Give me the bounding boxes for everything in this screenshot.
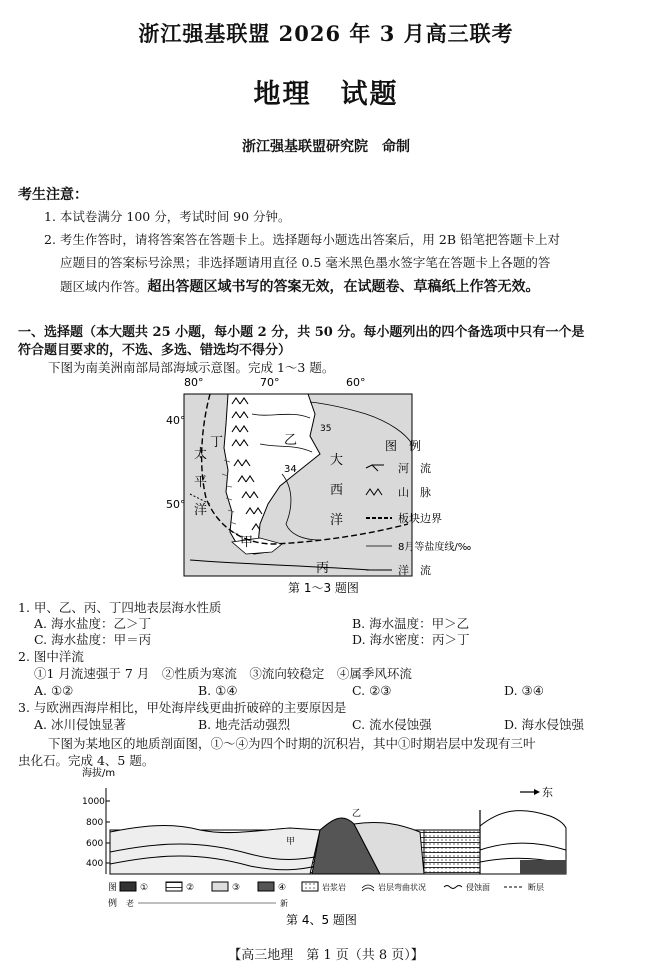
iso-35: 35 [320, 424, 332, 434]
notice-emphasis: 超出答题区域书写的答案无效，在试题卷、草稿纸上作答无效。 [147, 279, 540, 295]
label-ping: 平 [194, 475, 208, 490]
q2-option-a: A. ①② [34, 683, 74, 698]
q1-option-c: C. 海水盐度：甲＝丙 [34, 632, 152, 647]
notice-item-2-line-2: 应题目的答案标号涂黑；非选择题请用直径 0.5 毫米黑色墨水签字笔在答题卡上各题的答 [60, 255, 551, 270]
label-jia: 甲 [240, 535, 254, 550]
lat-40: 40° [166, 414, 186, 427]
q2-stem: 2. 图中洋流 [18, 649, 84, 664]
legend-erosion-icon [444, 886, 462, 889]
notice-item-2-line-3 [60, 276, 540, 298]
q1-stem: 1. 甲、乙、丙、丁四地表层海水性质 [18, 600, 222, 615]
producer-line: 浙江强基联盟研究院 命制 [242, 139, 410, 155]
geo-ylabel: 海拔/m [82, 768, 116, 779]
legend-magma: 岩浆岩 [322, 883, 346, 892]
y-ticks [82, 797, 105, 869]
subject-title: 地理 试题 [253, 79, 399, 110]
section-heading-line-2: 符合题目要求的，不选、多选、错选均不得分） [18, 343, 292, 358]
label-yi: 乙 [284, 433, 298, 448]
east-arrow-head [534, 789, 540, 795]
label-xi: 西 [330, 483, 344, 498]
legend-title: 图 例 [385, 439, 422, 453]
legend-l1: ① [140, 883, 149, 893]
tick-1000: 1000 [82, 797, 105, 807]
notice-item-2-line-3a: 题区域内作答。 [60, 279, 148, 294]
geo-legend-prefix: 图 [108, 883, 118, 893]
q2-option-c: C. ②③ [352, 683, 392, 698]
q3-option-b: B. 地壳活动强烈 [198, 717, 291, 732]
q1-option-a: A. 海水盐度：乙＞丁 [34, 616, 151, 631]
legend-river: 河 流 [398, 462, 431, 475]
legend-current: 洋 流 [398, 564, 431, 577]
south-america-map [166, 374, 500, 595]
geo-intro-line-1: 下图为某地区的地质剖面图，①～④为四个时期的沉积岩，其中①时期岩层中发现有三叶 [48, 736, 536, 751]
lon-60: 60° [346, 376, 366, 389]
east-label: 东 [542, 786, 553, 799]
lon-70: 70° [260, 376, 280, 389]
geologic-cross-section [80, 770, 580, 932]
map-caption: 第 1～3 题图 [288, 581, 359, 595]
label-da: 大 [330, 453, 344, 468]
tick-600: 600 [86, 839, 104, 849]
map-intro: 下图为南美洲南部局部海域示意图。完成 1～3 题。 [48, 360, 335, 375]
geo-legend-prefix-2: 例 [108, 899, 118, 909]
q3-option-a: A. 冰川侵蚀显著 [34, 717, 126, 732]
q2-option-d: D. ③④ [504, 683, 544, 698]
iso-34: 34 [284, 464, 297, 475]
legend-swatch-3 [212, 882, 228, 891]
geo-intro-line-2: 虫化石。完成 4、5 题。 [18, 753, 155, 768]
q3-stem: 3. 与欧洲西海岸相比，甲处海岸线更曲折破碎的主要原因是 [18, 700, 347, 715]
exam-title: 浙江强基联盟 2026 年 3 月高三联考 [138, 21, 514, 46]
notice-heading: 考生注意： [18, 187, 88, 203]
q3-option-c: C. 流水侵蚀强 [352, 717, 432, 732]
y-tick-marks [106, 801, 110, 863]
q3-option-d: D. 海水侵蚀强 [504, 717, 585, 732]
label-tai: 太 [194, 447, 208, 462]
dark-base-right [520, 860, 566, 874]
tick-400: 400 [86, 859, 104, 869]
geo-label-yi: 乙 [352, 809, 362, 819]
lon-80: 80° [184, 376, 204, 389]
label-ding: 丁 [210, 435, 224, 450]
legend-swatch-1 [120, 882, 136, 891]
tick-800: 800 [86, 818, 104, 828]
legend-new: 新 [280, 899, 288, 908]
q2-items: ①1 月流速强于 7 月 ②性质为寒流 ③流向较稳定 ④属季风环流 [34, 666, 412, 681]
q2-option-b: B. ①④ [198, 683, 238, 698]
label-yang: 洋 [194, 503, 208, 518]
notice-item-1: 1. 本试卷满分 100 分，考试时间 90 分钟。 [44, 209, 291, 224]
legend-erosion: 侵蚀面 [466, 883, 490, 892]
legend-mountain: 山 脉 [398, 486, 431, 499]
magma-intrusion [424, 830, 480, 874]
legend-l2: ② [186, 883, 195, 893]
legend-swatch-4 [258, 882, 274, 891]
lat-50: 50° [166, 498, 186, 511]
notice-item-2-line-1: 2. 考生作答时，请将答案答在答题卡上。选择题每小题选出答案后，用 2B 铅笔把答题卡上对 [44, 232, 560, 247]
section-heading-line-1: 一、选择题（本大题共 25 小题，每小题 2 分，共 50 分。每小题列出的四个备选项中只有一个是 [18, 325, 585, 340]
legend-l4: ④ [278, 883, 287, 893]
legend-fold-icon [362, 885, 374, 891]
legend-iso: 8月等盐度线/‰ [398, 542, 472, 553]
legend-l3: ③ [232, 883, 241, 893]
fold-left [110, 826, 320, 874]
q1-option-b: B. 海水温度：甲＞乙 [352, 616, 470, 631]
geo-label-jia: 甲 [286, 837, 296, 847]
legend-old: 老 [126, 899, 134, 908]
legend-fold: 岩层弯曲状况 [378, 883, 426, 892]
geo-caption: 第 4、5 题图 [286, 913, 357, 927]
legend-plate: 板块边界 [398, 512, 442, 525]
label-yang2: 洋 [330, 513, 344, 528]
page-footer: 【高三地理 第 1 页（共 8 页）】 [228, 948, 424, 963]
section-heading [18, 324, 638, 360]
legend-swatch-2 [166, 882, 182, 891]
legend-fault: 断层 [528, 883, 544, 892]
q1-option-d: D. 海水密度：丙＞丁 [352, 632, 470, 647]
legend-swatch-magma [302, 882, 318, 891]
label-bing: 丙 [316, 561, 330, 576]
